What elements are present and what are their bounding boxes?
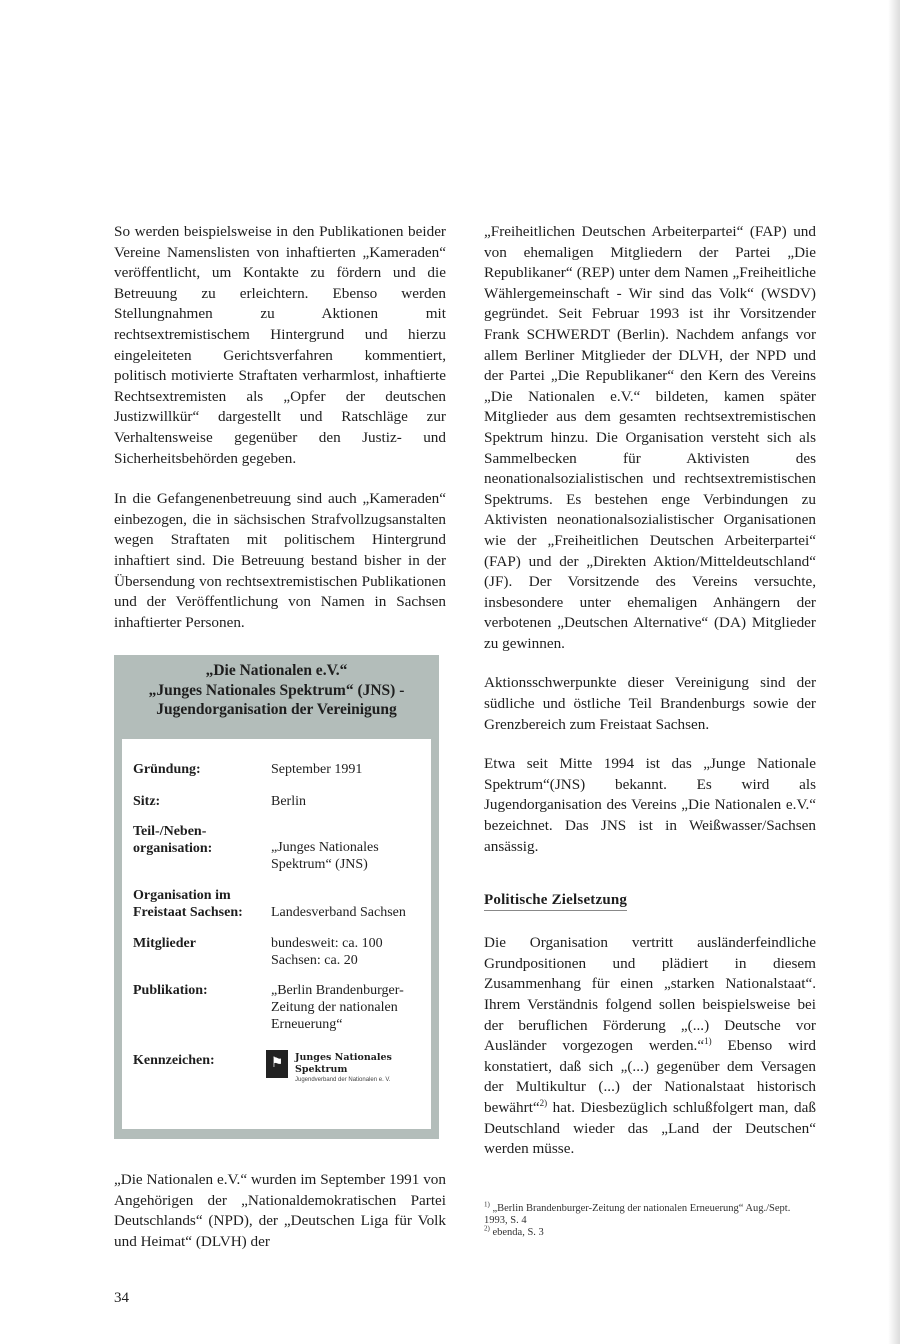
info-label: Sitz:	[133, 794, 161, 809]
info-value: „Berlin Brandenburger-Zeitung der nationalen Erneuerung“	[271, 983, 404, 1032]
section-heading	[484, 891, 816, 911]
info-value: bundesweit: ca. 100 Sachsen: ca. 20	[271, 936, 383, 968]
footnote-2	[484, 1224, 814, 1239]
info-value: Berlin	[271, 794, 306, 809]
info-value: September 1991	[271, 762, 363, 777]
info-label: Publikation:	[133, 983, 208, 998]
info-box-title-line-2: „Junges Nationales Spektrum“ (JNS) -	[148, 681, 405, 699]
info-box-title-line-3: Jugendorganisation der Vereinigung	[156, 701, 397, 718]
footnote-mark: 1)	[484, 1200, 490, 1209]
right-paragraph-1: „Freiheitlichen Deutschen Arbeiterpartei“ (FAP) und von ehemaligen Mitgliedern der Partei „Die Republikaner“ (REP) unter dem Namen „Freiheitliche Wählergemeinschaft - Wir sind das Volk“ (WSDV) gegründet. Seit Februar 1993 ist ihr Vorsitzender Frank SCHWERDT (Berlin). Nachdem anfangs vor allem Berliner Mitglieder der DLVH, der NPD und der Partei „Die Republikaner“ den Kern des Vereins „Die Nationalen e.V.“ bildeten, kamen später Mitglieder aus dem gesamten rechtsextremistischen Spektrum hinzu. Die Organisation versteht sich als Sammelbecken für Aktivisten des neonationalsozialistischen und rechtsextremistischen Spektrums. Es bestehen enge Verbindungen zu Aktivisten neonationalsozialistischer Organisationen wie der „Freiheitlichen Deutschen Arbeiterpartei“ (FAP) und der „Direkten Aktion/Mitteldeutschland“ (JF). Der Vorsitzende des Vereins versuchte, insbesondere unter ehemaligen Anhängern der verbotenen „Deutschen Alternative“ (DA) Mitglieder zu gewinnen.	[484, 223, 816, 652]
footnote-reference-2: 2)	[539, 1097, 548, 1108]
info-label: Gründung:	[133, 762, 201, 777]
right-paragraph-2: Aktionsschwerpunkte dieser Vereinigung sind der südliche und östliche Teil Brandenburgs sowie der Grenzbereich zum Freistaat Sachsen.	[484, 674, 816, 733]
right-paragraph-4	[484, 933, 816, 1160]
footnote-text: ebenda, S. 3	[492, 1227, 544, 1238]
left-column	[114, 222, 446, 633]
section-heading-text: Politische Zielsetzung	[484, 892, 627, 911]
footnote-mark: 2)	[484, 1224, 490, 1233]
info-box-table	[122, 739, 431, 1129]
info-label: Organisation im Freistaat Sachsen:	[133, 888, 243, 920]
paragraph-text: Die Organisation vertritt ausländerfeindliche Grundpositionen und plädiert in diesem Zusammenhang für einen „starken Nationalstaat“. Ihrem Verständnis folgend sollen beispielsweise bei der beruflichen Förderung „(...) Deutsche vor Ausländer vorgezogen werden.“	[484, 934, 816, 1055]
flag-emblem-icon: ⚑	[266, 1050, 288, 1078]
info-value: Landesverband Sachsen	[271, 905, 406, 920]
info-box-title	[114, 655, 439, 739]
info-label: Teil-/Neben-organisation:	[133, 824, 213, 856]
emblem-title: Junges Nationales Spektrum	[295, 1052, 392, 1075]
paragraph-text: hat. Diesbezüglich schlußfolgert man, daß Deutschland wieder das „Land der Deutschen“ werden müsse.	[484, 1098, 816, 1158]
right-column	[484, 222, 816, 1160]
emblem-subtitle: Jugendverband der Nationalen e. V.	[295, 1077, 391, 1083]
right-paragraph-3: Etwa seit Mitte 1994 ist das „Junge Nationale Spektrum“(JNS) bekannt. Es wird als Jugendorganisation des Vereins „Die Nationalen e.V.“ bezeichnet. Das JNS ist in Weißwasser/Sachsen ansässig.	[484, 755, 816, 855]
emblem-caption	[295, 1052, 445, 1085]
footnotes	[484, 1200, 814, 1239]
info-value: „Junges Nationales Spektrum“ (JNS)	[271, 840, 379, 872]
paragraph-text: Ebenso wird konstatiert, daß sich „(...) gegenüber dem Versagen der Multikultur (...) der Nationalstaat historisch bewährt“	[484, 1037, 816, 1116]
left-paragraph-1: So werden beispielsweise in den Publikationen beider Vereine Namenslisten von inhaftierten „Kameraden“ veröffentlicht, um Kontakte zu fördern und die Betreuung zu erleichtern. Ebenso werden Stellungnahmen zu Aktionen mit rechtsextremistischem Hintergrund und hierzu eingeleiteten Gerichtsverfahren kommentiert, politisch motivierte Straftaten verharmlost, inhaftierte Rechtsextremisten als „Opfer der deutschen Justizwillkür“ dargestellt und Ratschläge zur Verhaltensweise gegenüber den Justiz- und Sicherheitsbehörden gegeben.	[114, 223, 446, 467]
footnote-reference-1: 1)	[704, 1036, 712, 1047]
info-box-title-line-1: „Die Nationalen e.V.“	[205, 662, 348, 679]
organisation-info-box	[114, 655, 439, 1139]
info-label: Mitglieder	[133, 936, 196, 951]
left-paragraph-2: In die Gefangenenbetreuung sind auch „Kameraden“ einbezogen, die in sächsischen Strafvollzugsanstalten wegen Straftaten mit politischem Hintergrund inhaftiert sind. Die Betreuung bestand bisher in der Übersendung von rechtsextremistischen Publikationen und der Veröffentlichung von Namen in Sachsen inhaftierter Personen.	[114, 490, 446, 631]
page-edge-shadow	[888, 0, 900, 1344]
left-bottom-paragraph: „Die Nationalen e.V.“ wurden im September 1991 von Angehörigen der „Nationaldemokratischen Partei Deutschlands“ (NPD), der „Deutschen Liga für Volk und Heimat“ (DLVH) der	[114, 1171, 446, 1250]
page-number: 34	[114, 1290, 129, 1306]
footnote-text: „Berlin Brandenburger-Zeitung der nationalen Erneuerung“ Aug./Sept. 1993, S. 4	[484, 1203, 791, 1226]
info-label: Kennzeichen:	[133, 1053, 215, 1068]
footnote-1	[484, 1200, 814, 1227]
